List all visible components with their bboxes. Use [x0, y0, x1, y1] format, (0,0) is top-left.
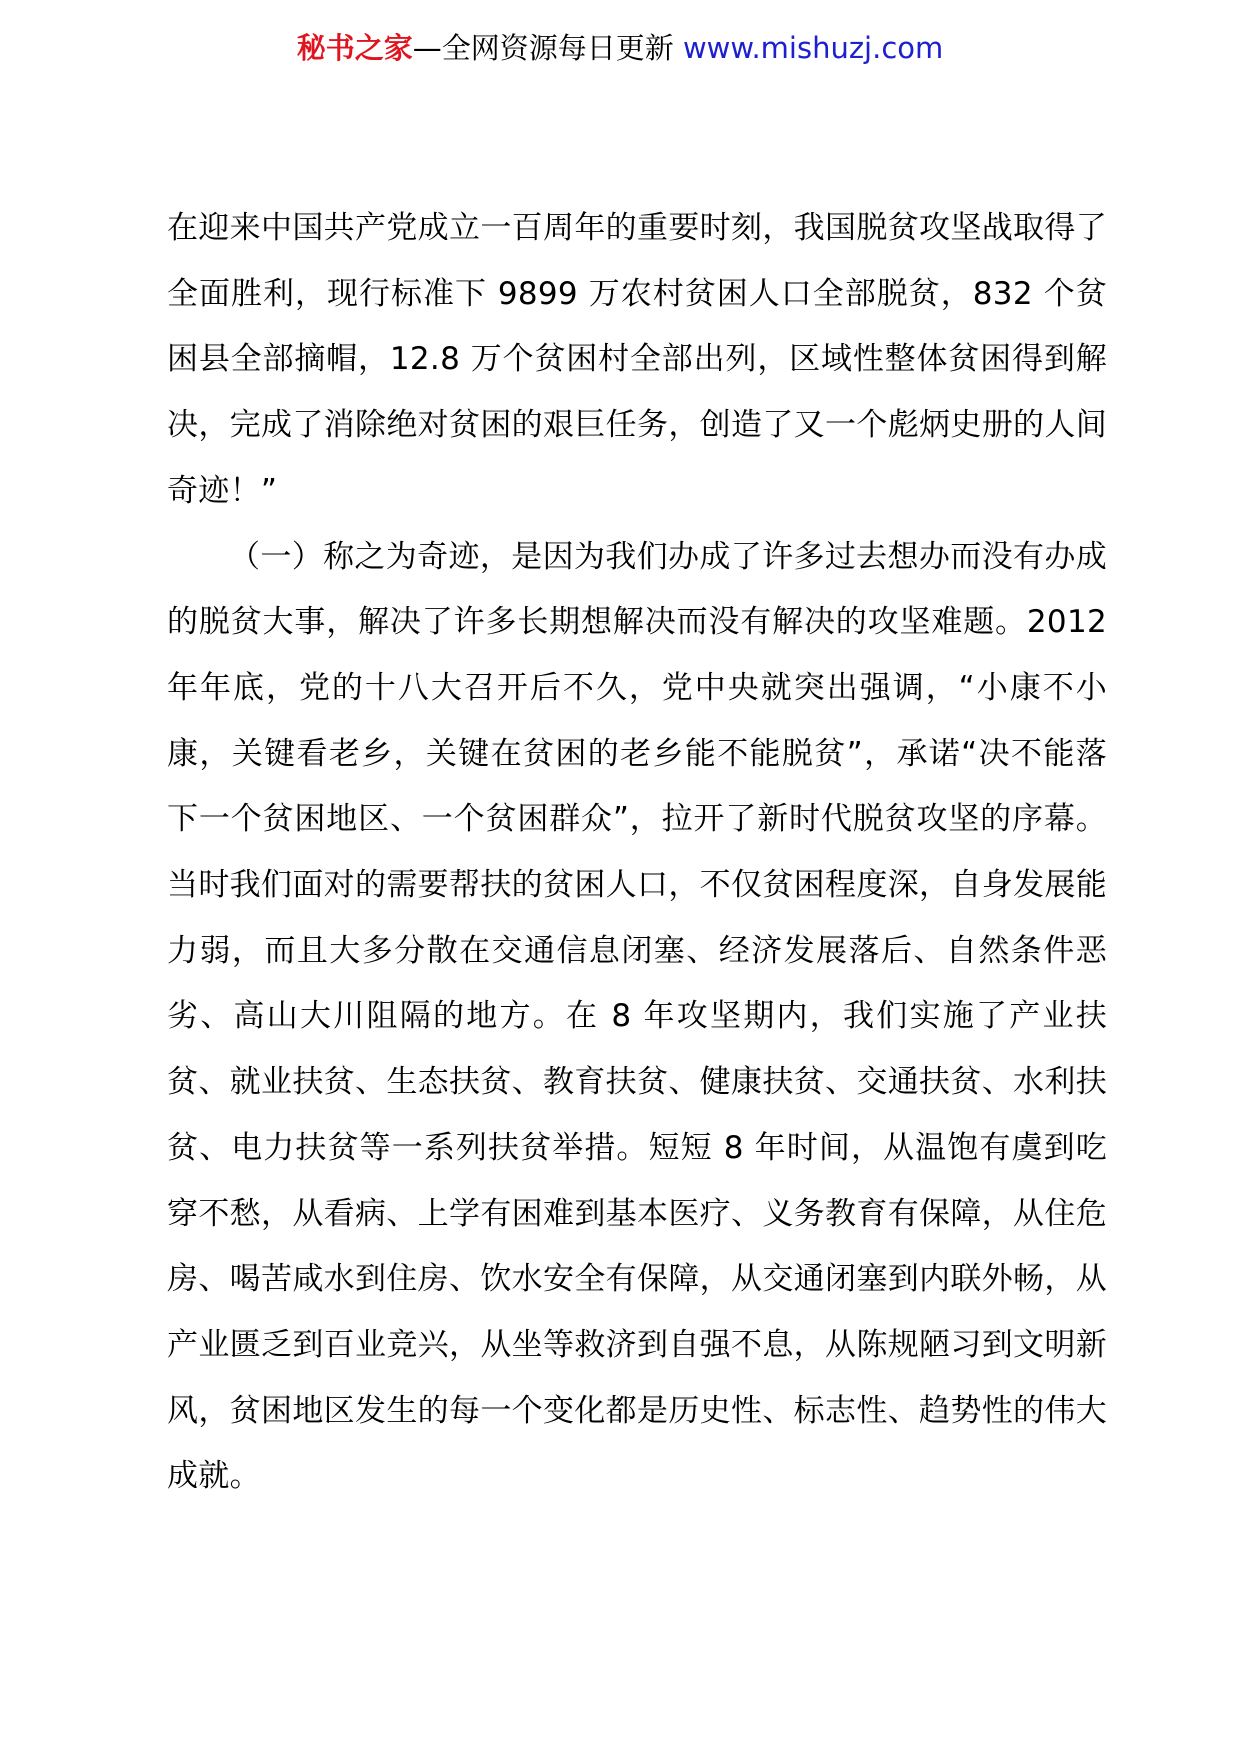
document-body: [167, 196, 1107, 1510]
site-brand: 秘书之家: [296, 31, 413, 65]
paragraph-intro: 在迎来中国共产党成立一百周年的重要时刻，我国脱贫攻坚战取得了全面胜利，现行标准下 9899 万农村贫困人口全部脱贫，832 个贫困县全部摘帽，12.8 万个贫困村全部出列，区域性整体贫困得到解决，完成了消除绝对贫困的艰巨任务，创造了又一个彪炳史册的人间奇迹！”: [167, 210, 1107, 509]
site-url-link[interactable]: www.mishuzj.com: [682, 31, 944, 65]
site-tagline: —全网资源每日更新: [412, 31, 683, 65]
page-header: [0, 26, 1240, 70]
paragraph-section-one: （一）称之为奇迹，是因为我们办成了许多过去想办而没有办成的脱贫大事，解决了许多长期想解决而没有解决的攻坚难题。2012 年年底，党的十八大召开后不久，党中央就突出强调，“小康不小康，关键看老乡，关键在贫困的老乡能不能脱贫”，承诺“决不能落下一个贫困地区、一个贫困群众”，拉开了新时代脱贫攻坚的序幕。当时我们面对的需要帮扶的贫困人口，不仅贫困程度深，自身发展能力弱，而且大多分散在交通信息闭塞、经济发展落后、自然条件恶劣、高山大川阻隔的地方。在 8 年攻坚期内，我们实施了产业扶贫、就业扶贫、生态扶贫、教育扶贫、健康扶贫、交通扶贫、水利扶贫、电力扶贫等一系列扶贫举措。短短 8 年时间，从温饱有虞到吃穿不愁，从看病、上学有困难到基本医疗、义务教育有保障，从住危房、喝苦咸水到住房、饮水安全有保障，从交通闭塞到内联外畅，从产业匮乏到百业竞兴，从坐等救济到自强不息，从陈规陋习到文明新风，贫困地区发生的每一个变化都是历史性、标志性、趋势性的伟大成就。: [167, 538, 1107, 1495]
